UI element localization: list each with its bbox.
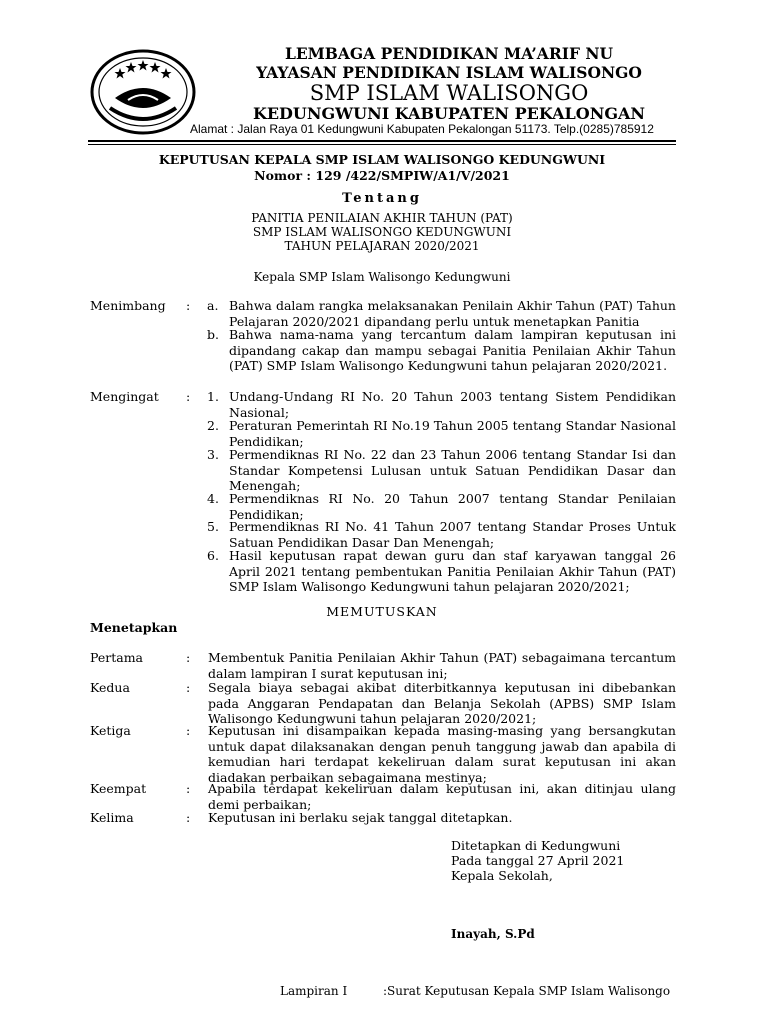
letterhead-divider-thin: [88, 144, 676, 145]
mengingat-item-5: Permendiknas RI No. 41 Tahun 2007 tentang Standar Proses Untuk Satuan Pendidikan Dasar Dan Menengah;: [229, 519, 676, 550]
decree-about: Tentang: [342, 191, 422, 206]
decision-label-ketiga: Ketiga: [90, 723, 131, 738]
decision-label-kedua: Kedua: [90, 680, 130, 695]
decree-subject-2: SMP ISLAM WALISONGO KEDUNGWUNI: [252, 225, 512, 239]
decision-text-kelima: Keputusan ini berlaku sejak tanggal ditetapkan.: [208, 810, 513, 825]
decision-colon: :: [186, 723, 191, 738]
menimbang-item-a: Bahwa dalam rangka melaksanakan Penilain Akhir Tahun (PAT) Tahun Pelajaran 2020/2021 dipandang perlu untuk menetapkan Panitia: [229, 298, 676, 329]
letterhead-divider: [88, 140, 676, 142]
mengingat-item-3: Permendiknas RI No. 22 dan 23 Tahun 2006 tentang Standar Isi dan Standar Kompetensi Lulusan untuk Satuan Pendidikan Dasar dan Menengah;: [229, 447, 676, 493]
mengingat-item-4: Permendiknas RI No. 20 Tahun 2007 tentang Standar Penilaian Pendidikan;: [229, 491, 676, 522]
mengingat-mark-5: 5.: [207, 519, 219, 534]
menimbang-item-b: Bahwa nama-nama yang tercantum dalam lampiran keputusan ini dipandang cakap dan mampu sebagai Panitia Penilaian Akhir Tahun (PAT) SMP Islam Walisongo Kedungwuni tahun pelajaran 2020/2021.: [229, 327, 676, 373]
decision-label-kelima: Kelima: [90, 810, 134, 825]
footer-attachment-text: :Surat Keputusan Kepala SMP Islam Walisongo: [383, 984, 671, 998]
decision-text-kedua: Segala biaya sebagai akibat diterbitkannya keputusan ini dibebankan pada Anggaran Pendapatan dan Belanja Sekolah (APBS) SMP Islam Walisongo Kedungwuni tahun pelajaran 2020/2021;: [208, 680, 676, 726]
mengingat-colon: :: [186, 389, 191, 404]
signature-title: Kepala Sekolah,: [451, 868, 553, 883]
signature-date: Pada tanggal 27 April 2021: [451, 853, 625, 868]
decision-colon: :: [186, 810, 191, 825]
mengingat-item-1: Undang-Undang RI No. 20 Tahun 2003 tentang Sistem Pendidikan Nasional;: [229, 389, 676, 420]
school-name: SMP ISLAM WALISONGO: [309, 81, 589, 105]
decision-text-keempat: Apabila terdapat kekeliruan dalam keputusan ini, akan ditinjau ulang demi perbaikan;: [208, 781, 676, 812]
mengingat-mark-4: 4.: [207, 491, 219, 506]
menimbang-mark-b: b.: [207, 327, 219, 342]
mengingat-item-6: Hasil keputusan rapat dewan guru dan staf karyawan tanggal 26 April 2021 tentang pembentukan Panitia Penilaian Akhir Tahun (PAT) SMP Islam Walisongo Kedungwuni tahun pelajaran 2020/2021;: [229, 548, 676, 594]
decision-text-ketiga: Keputusan ini disampaikan kepada masing-masing yang bersangkutan untuk dapat dilaksanakan dengan penuh tanggung jawab dan apabila di kemudian hari terdapat kekeliruan dalam surat keputusan ini akan diadakan perbaikan sebagaimana mestinya;: [208, 723, 676, 785]
menimbang-label: Menimbang: [90, 298, 166, 313]
mengingat-mark-3: 3.: [207, 447, 219, 462]
footer-attachment-label: Lampiran I: [280, 984, 348, 998]
menetapkan-label: Menetapkan: [90, 620, 178, 635]
decree-issuer: Kepala SMP Islam Walisongo Kedungwuni: [253, 270, 511, 284]
decision-colon: :: [186, 781, 191, 796]
decree-number: Nomor : 129 /422/SMPIW/A1/V/2021: [254, 168, 510, 183]
signature-place: Ditetapkan di Kedungwuni: [451, 838, 621, 853]
institution-name: LEMBAGA PENDIDIKAN MA’ARIF NU: [284, 44, 614, 63]
menimbang-colon: :: [186, 298, 191, 313]
decision-label-keempat: Keempat: [90, 781, 147, 796]
mengingat-mark-6: 6.: [207, 548, 219, 563]
decision-colon: :: [186, 650, 191, 665]
menimbang-mark-a: a.: [207, 298, 219, 313]
foundation-name: YAYASAN PENDIDIKAN ISLAM WALISONGO: [256, 63, 642, 82]
mengingat-label: Mengingat: [90, 389, 159, 404]
school-address: Alamat : Jalan Raya 01 Kedungwuni Kabupaten Pekalongan 51173. Telp.(0285)785912: [190, 122, 654, 136]
decree-title: KEPUTUSAN KEPALA SMP ISLAM WALISONGO KEDUNGWUNI: [158, 152, 606, 167]
decree-subject-3: TAHUN PELAJARAN 2020/2021: [284, 239, 480, 253]
school-location: KEDUNGWUNI KABUPATEN PEKALONGAN: [252, 104, 646, 123]
decision-text-pertama: Membentuk Panitia Penilaian Akhir Tahun (PAT) sebagaimana tercantum dalam lampiran I surat keputusan ini;: [208, 650, 676, 681]
mengingat-mark-1: 1.: [207, 389, 219, 404]
mengingat-mark-2: 2.: [207, 418, 219, 433]
decision-label-pertama: Pertama: [90, 650, 144, 665]
signature-name: Inayah, S.Pd: [451, 927, 535, 941]
memutuskan-heading: MEMUTUSKAN: [326, 604, 438, 619]
decree-subject-1: PANITIA PENILAIAN AKHIR TAHUN (PAT): [251, 211, 513, 225]
mengingat-item-2: Peraturan Pemerintah RI No.19 Tahun 2005 tentang Standar Nasional Pendidikan;: [229, 418, 676, 449]
decision-colon: :: [186, 680, 191, 695]
